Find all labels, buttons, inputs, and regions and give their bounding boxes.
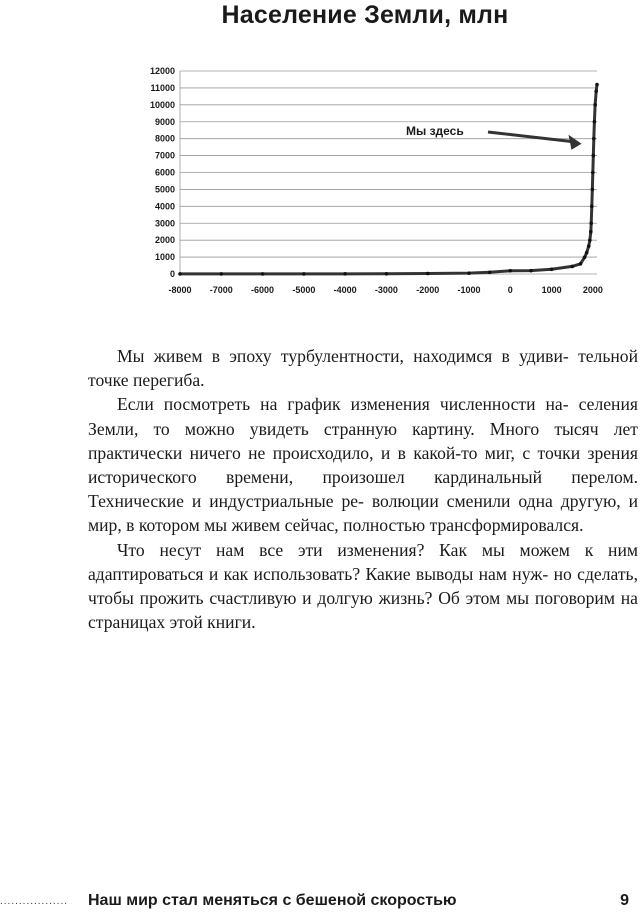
paragraph <box>88 344 638 392</box>
x-tick-label: 0 <box>507 285 513 295</box>
data-point <box>467 271 471 275</box>
data-point <box>219 272 223 276</box>
y-tick-label: 11000 <box>150 82 175 93</box>
data-point <box>592 137 596 141</box>
data-point <box>261 272 265 276</box>
population-chart <box>0 55 643 305</box>
data-point <box>587 244 591 248</box>
x-tick-label: -6000 <box>251 285 275 295</box>
data-point <box>593 103 597 107</box>
series-line <box>180 85 597 274</box>
y-tick-label: 5000 <box>154 184 175 195</box>
y-tick-label: 2000 <box>154 235 175 246</box>
y-tick-label: 9000 <box>154 116 175 127</box>
y-tick-label: 10000 <box>149 99 175 110</box>
data-point <box>529 269 533 273</box>
data-point <box>343 272 347 276</box>
annotation-label: Мы здесь <box>406 124 464 138</box>
text-line: кардинальный перелом. Технические и индустриальные ре- <box>88 467 638 512</box>
y-tick-label: 4000 <box>154 201 175 212</box>
data-point <box>594 90 598 94</box>
population-series <box>178 83 599 276</box>
x-tick-label: -2000 <box>416 285 440 295</box>
data-point <box>589 230 593 234</box>
data-point <box>592 154 596 158</box>
text-line: волюции сменили одна другую, и мир, в котором мы живем <box>88 491 638 536</box>
data-point <box>178 272 182 276</box>
y-tick-label: 3000 <box>154 218 175 229</box>
text-line: тельной точке перегиба. <box>88 346 638 391</box>
text-line: миг, с точки зрения исторического времени, произошел <box>88 442 638 488</box>
annotation-arrow-head <box>568 135 581 150</box>
data-point <box>385 272 389 276</box>
data-point <box>595 83 599 87</box>
data-point <box>570 265 574 269</box>
y-tick-label: 12000 <box>149 66 175 76</box>
chart-gridlines <box>180 71 597 274</box>
y-tick-label: 6000 <box>154 167 175 178</box>
chart-title: Население Земли, млн <box>221 1 509 29</box>
text-line: Если посмотреть на график изменения численности на- <box>117 394 569 415</box>
text-line: Что несут нам все эти изменения? Как мы можем к ним <box>117 539 638 560</box>
data-point <box>593 120 597 124</box>
x-tick-label: -3000 <box>374 285 398 295</box>
x-tick-label: -5000 <box>292 285 316 295</box>
body-text <box>88 344 638 634</box>
x-tick-label: 2000 <box>582 285 603 295</box>
x-tick-label: 1000 <box>541 285 562 295</box>
y-tick-label: 8000 <box>154 133 175 144</box>
x-axis-tick-labels <box>168 285 602 295</box>
data-point <box>508 269 512 273</box>
data-point <box>585 251 589 255</box>
data-point <box>579 262 583 266</box>
y-axis-tick-labels <box>150 66 175 279</box>
text-line: этом мы поговорим на страницах этой книги. <box>88 588 638 633</box>
text-line: селения Земли, то можно увидеть странную картину. Много <box>88 394 638 439</box>
data-point <box>591 188 595 192</box>
annotation-arrow-line <box>488 132 573 142</box>
text-line: сейчас, полностью трансформировался. <box>284 515 584 536</box>
data-point <box>588 238 592 242</box>
data-point <box>591 171 595 175</box>
page-footer <box>0 892 643 914</box>
data-point <box>426 272 430 276</box>
data-point <box>583 255 587 259</box>
page-number: 9 <box>620 892 629 909</box>
y-tick-label: 1000 <box>154 252 175 263</box>
paragraph <box>88 392 638 537</box>
data-point <box>302 272 306 276</box>
text-line: Мы живем в эпоху турбулентности, находимся в удиви- <box>117 346 569 366</box>
text-line: адаптироваться и как использовать? Какие выводы нам нуж- <box>88 563 549 584</box>
data-point <box>589 221 593 225</box>
x-tick-label: -7000 <box>209 285 233 295</box>
y-tick-label: 0 <box>169 269 175 279</box>
text-line: но сделать, чтобы прожить счастливую и долгую жизнь? Об <box>88 563 638 609</box>
x-tick-label: -4000 <box>333 285 357 295</box>
chart-annotation <box>406 124 581 150</box>
paragraph <box>88 538 638 635</box>
data-point <box>488 271 492 275</box>
x-tick-label: -8000 <box>168 285 192 295</box>
data-point <box>590 205 594 209</box>
running-title: Наш мир стал меняться с бешеной скоростью <box>88 892 457 909</box>
text-line: тысяч лет практически ничего не происходило, и в какой-то <box>88 418 638 463</box>
y-tick-label: 7000 <box>154 150 175 161</box>
data-point <box>550 267 554 271</box>
x-tick-label: -1000 <box>457 285 481 295</box>
footer-dots: .................. <box>0 896 69 907</box>
